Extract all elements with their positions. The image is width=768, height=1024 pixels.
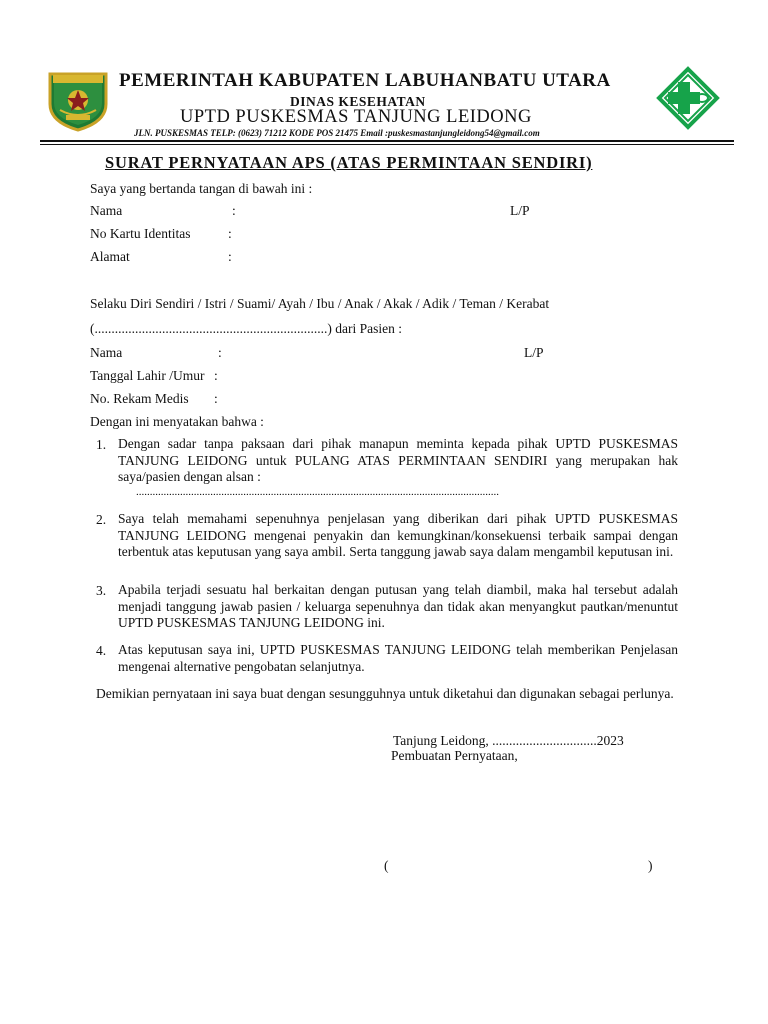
patient-name-label: Nama [90, 345, 123, 360]
item-3-number: 3. [96, 583, 107, 598]
signer-name-colon: : [232, 203, 236, 218]
patient-medrec-colon: : [214, 391, 218, 406]
header-rule-thin [40, 144, 734, 145]
item-2-number: 2. [96, 512, 107, 527]
signer-name-gender: L/P [510, 203, 530, 218]
patient-of-line: (.....................................................................) dari Pasien : [90, 321, 402, 336]
patient-name-colon: : [218, 345, 222, 360]
header-institution: UPTD PUSKESMAS TANJUNG LEIDONG [180, 107, 532, 127]
right-logo [656, 66, 720, 130]
patient-medrec-label: No. Rekam Medis [90, 391, 189, 406]
signature-place-date: Tanjung Leidong, ...............................2023 [393, 733, 624, 748]
closing-statement: Demikian pernyataan ini saya buat dengan sesungguhnya untuk diketahui dan digunakan sebagai perlunya. [96, 686, 674, 701]
left-emblem [44, 70, 112, 132]
signature-role: Pembuatan Pernyataan, [391, 748, 518, 763]
item-1-reason-dots: .................................................................................................................................... [136, 486, 499, 498]
header-department: DINAS KESEHATAN [290, 94, 426, 109]
item-2-text: Saya telah memahami sepenuhnya penjelasan yang diberikan dari pihak UPTD PUSKESMAS TANJUNG LEIDONG mengenai penyakin dan kemungkinan/konsekuensi terbaik sampai dengan terbentuk atas keputusan yang saya ambil. Serta tanggung jawab saya dalam mengambil keputusan ini. [118, 511, 678, 559]
labuhanbatu-utara-emblem-icon [44, 70, 112, 132]
intro-text: Saya yang bertanda tangan di bawah ini : [90, 181, 313, 196]
patient-dob-label: Tanggal Lahir /Umur [90, 368, 205, 383]
puskesmas-logo-icon [656, 66, 720, 130]
signer-id-label: No Kartu Identitas [90, 226, 191, 241]
document-title: SURAT PERNYATAAN APS (ATAS PERMINTAAN SENDIRI) [105, 153, 593, 172]
item-3-text: Apabila terjadi sesuatu hal berkaitan dengan putusan yang telah diambil, maka hal tersebut adalah menjadi tanggung jawab pasien / keluarga sepenuhnya dan tidak akan menyangkut pautkan/menuntut UPTD PUSKESMAS TANJUNG LEIDONG ini. [118, 582, 678, 630]
item-1-number: 1. [96, 437, 107, 452]
item-1-text: Dengan sadar tanpa paksaan dari pihak manapun meminta kepada pihak UPTD PUSKESMAS TANJUNG LEIDONG untuk PULANG ATAS PERMINTAAN SENDIRI yang merupakan hak saya/pasien dengan alsan : [118, 436, 678, 484]
signer-name-label: Nama [90, 203, 123, 218]
item-4-text: Atas keputusan saya ini, UPTD PUSKESMAS TANJUNG LEIDONG telah memberikan Penjelasan mengenai alternative pengobatan selanjutnya. [118, 642, 678, 674]
signer-address-colon: : [228, 249, 232, 264]
header-government: PEMERINTAH KABUPATEN LABUHANBATU UTARA [119, 70, 611, 91]
relation-line: Selaku Diri Sendiri / Istri / Suami/ Ayah / Ibu / Anak / Akak / Adik / Teman / Kerabat [90, 296, 550, 311]
item-4-number: 4. [96, 643, 107, 658]
signature-close-paren: ) [648, 858, 653, 873]
signature-open-paren: ( [384, 858, 389, 873]
patient-dob-colon: : [214, 368, 218, 383]
declare-line: Dengan ini menyatakan bahwa : [90, 414, 264, 429]
signer-id-colon: : [228, 226, 232, 241]
signer-address-label: Alamat [90, 249, 130, 264]
header-rule-thick [40, 140, 734, 142]
header-address: JLN. PUSKESMAS TELP: (0623) 71212 KODE POS 21475 Email :puskesmastanjungleidong54@gmail.com [134, 128, 540, 138]
patient-name-gender: L/P [524, 345, 544, 360]
